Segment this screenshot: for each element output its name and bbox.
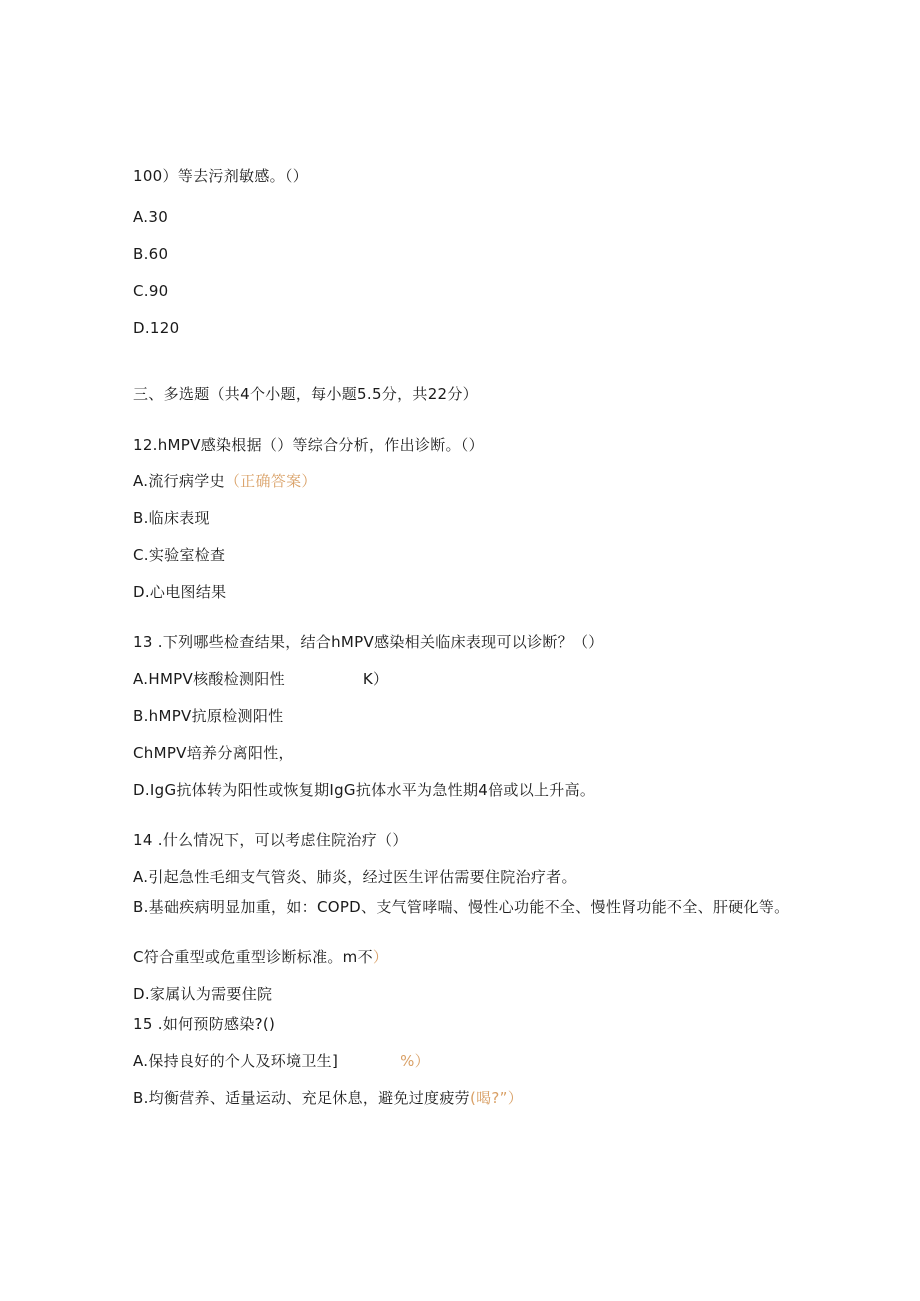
option-c: C.90: [133, 282, 169, 300]
q12-option-d: D.心电图结果: [133, 583, 227, 601]
q12-option-a: [133, 471, 317, 491]
q15-option-b-note: (喝?”）: [469, 1089, 524, 1107]
q14-stem: 14 .什么情况下，可以考虑住院治疗（）: [133, 831, 408, 849]
q13-option-a-text: A.HMPV核酸检测阳性: [133, 670, 285, 688]
q15-option-a-text: A.保持良好的个人及环境卫生]: [133, 1052, 339, 1070]
q12-option-b: B.临床表现: [133, 509, 210, 527]
q14-option-b: B.基础疾病明显加重，如：COPD、支气管哮喘、慢性心功能不全、慢性肾功能不全、肝硬化等。: [133, 898, 790, 916]
q13-option-c: ChMPV培养分离阳性，: [133, 744, 294, 762]
q13-option-a-note: K）: [362, 670, 389, 688]
q14-option-c-text: C符合重型或危重型诊断标准。m不: [133, 948, 373, 966]
option-a: A.30: [133, 208, 169, 226]
option-b: B.60: [133, 245, 169, 263]
option-d: D.120: [133, 319, 180, 337]
q12-option-c: C.实验室检查: [133, 546, 226, 564]
q13-option-d: D.IgG抗体转为阳性或恢复期IgG抗体水平为急性期4倍或以上升高。: [133, 781, 596, 799]
q12-option-a-text: A.流行病学史: [133, 472, 225, 490]
q14-option-a: A.引起急性毛细支气管炎、肺炎，经过医生评估需要住院治疗者。: [133, 868, 577, 886]
q12-stem: 12.hMPV感染根据（）等综合分析，作出诊断。（）: [133, 436, 484, 454]
q14-option-d: D.家属认为需要住院: [133, 985, 273, 1003]
question-stem-tail: 100）等去污剂敏感。（）: [133, 167, 309, 185]
q13-option-b: B.hMPV抗原检测阳性: [133, 707, 284, 725]
q15-stem: 15 .如何预防感染?(): [133, 1015, 276, 1033]
correct-answer-note: （正确答案）: [224, 472, 317, 490]
section-heading: 三、多选题（共4个小题，每小题5.5分，共22分）: [133, 385, 478, 403]
q15-option-b-text: B.均衡营养、适量运动、充足休息，避免过度疲劳: [133, 1089, 470, 1107]
q13-stem: 13 .下列哪些检查结果，结合hMPV感染相关临床表现可以诊断？（）: [133, 633, 604, 651]
q13-option-a: [133, 669, 388, 689]
q15-option-a-note: %）: [400, 1052, 430, 1070]
q15-option-b: [133, 1088, 523, 1108]
q14-option-c-note: ）: [372, 948, 389, 966]
q14-option-c: [133, 947, 388, 967]
q15-option-a: [133, 1051, 430, 1071]
